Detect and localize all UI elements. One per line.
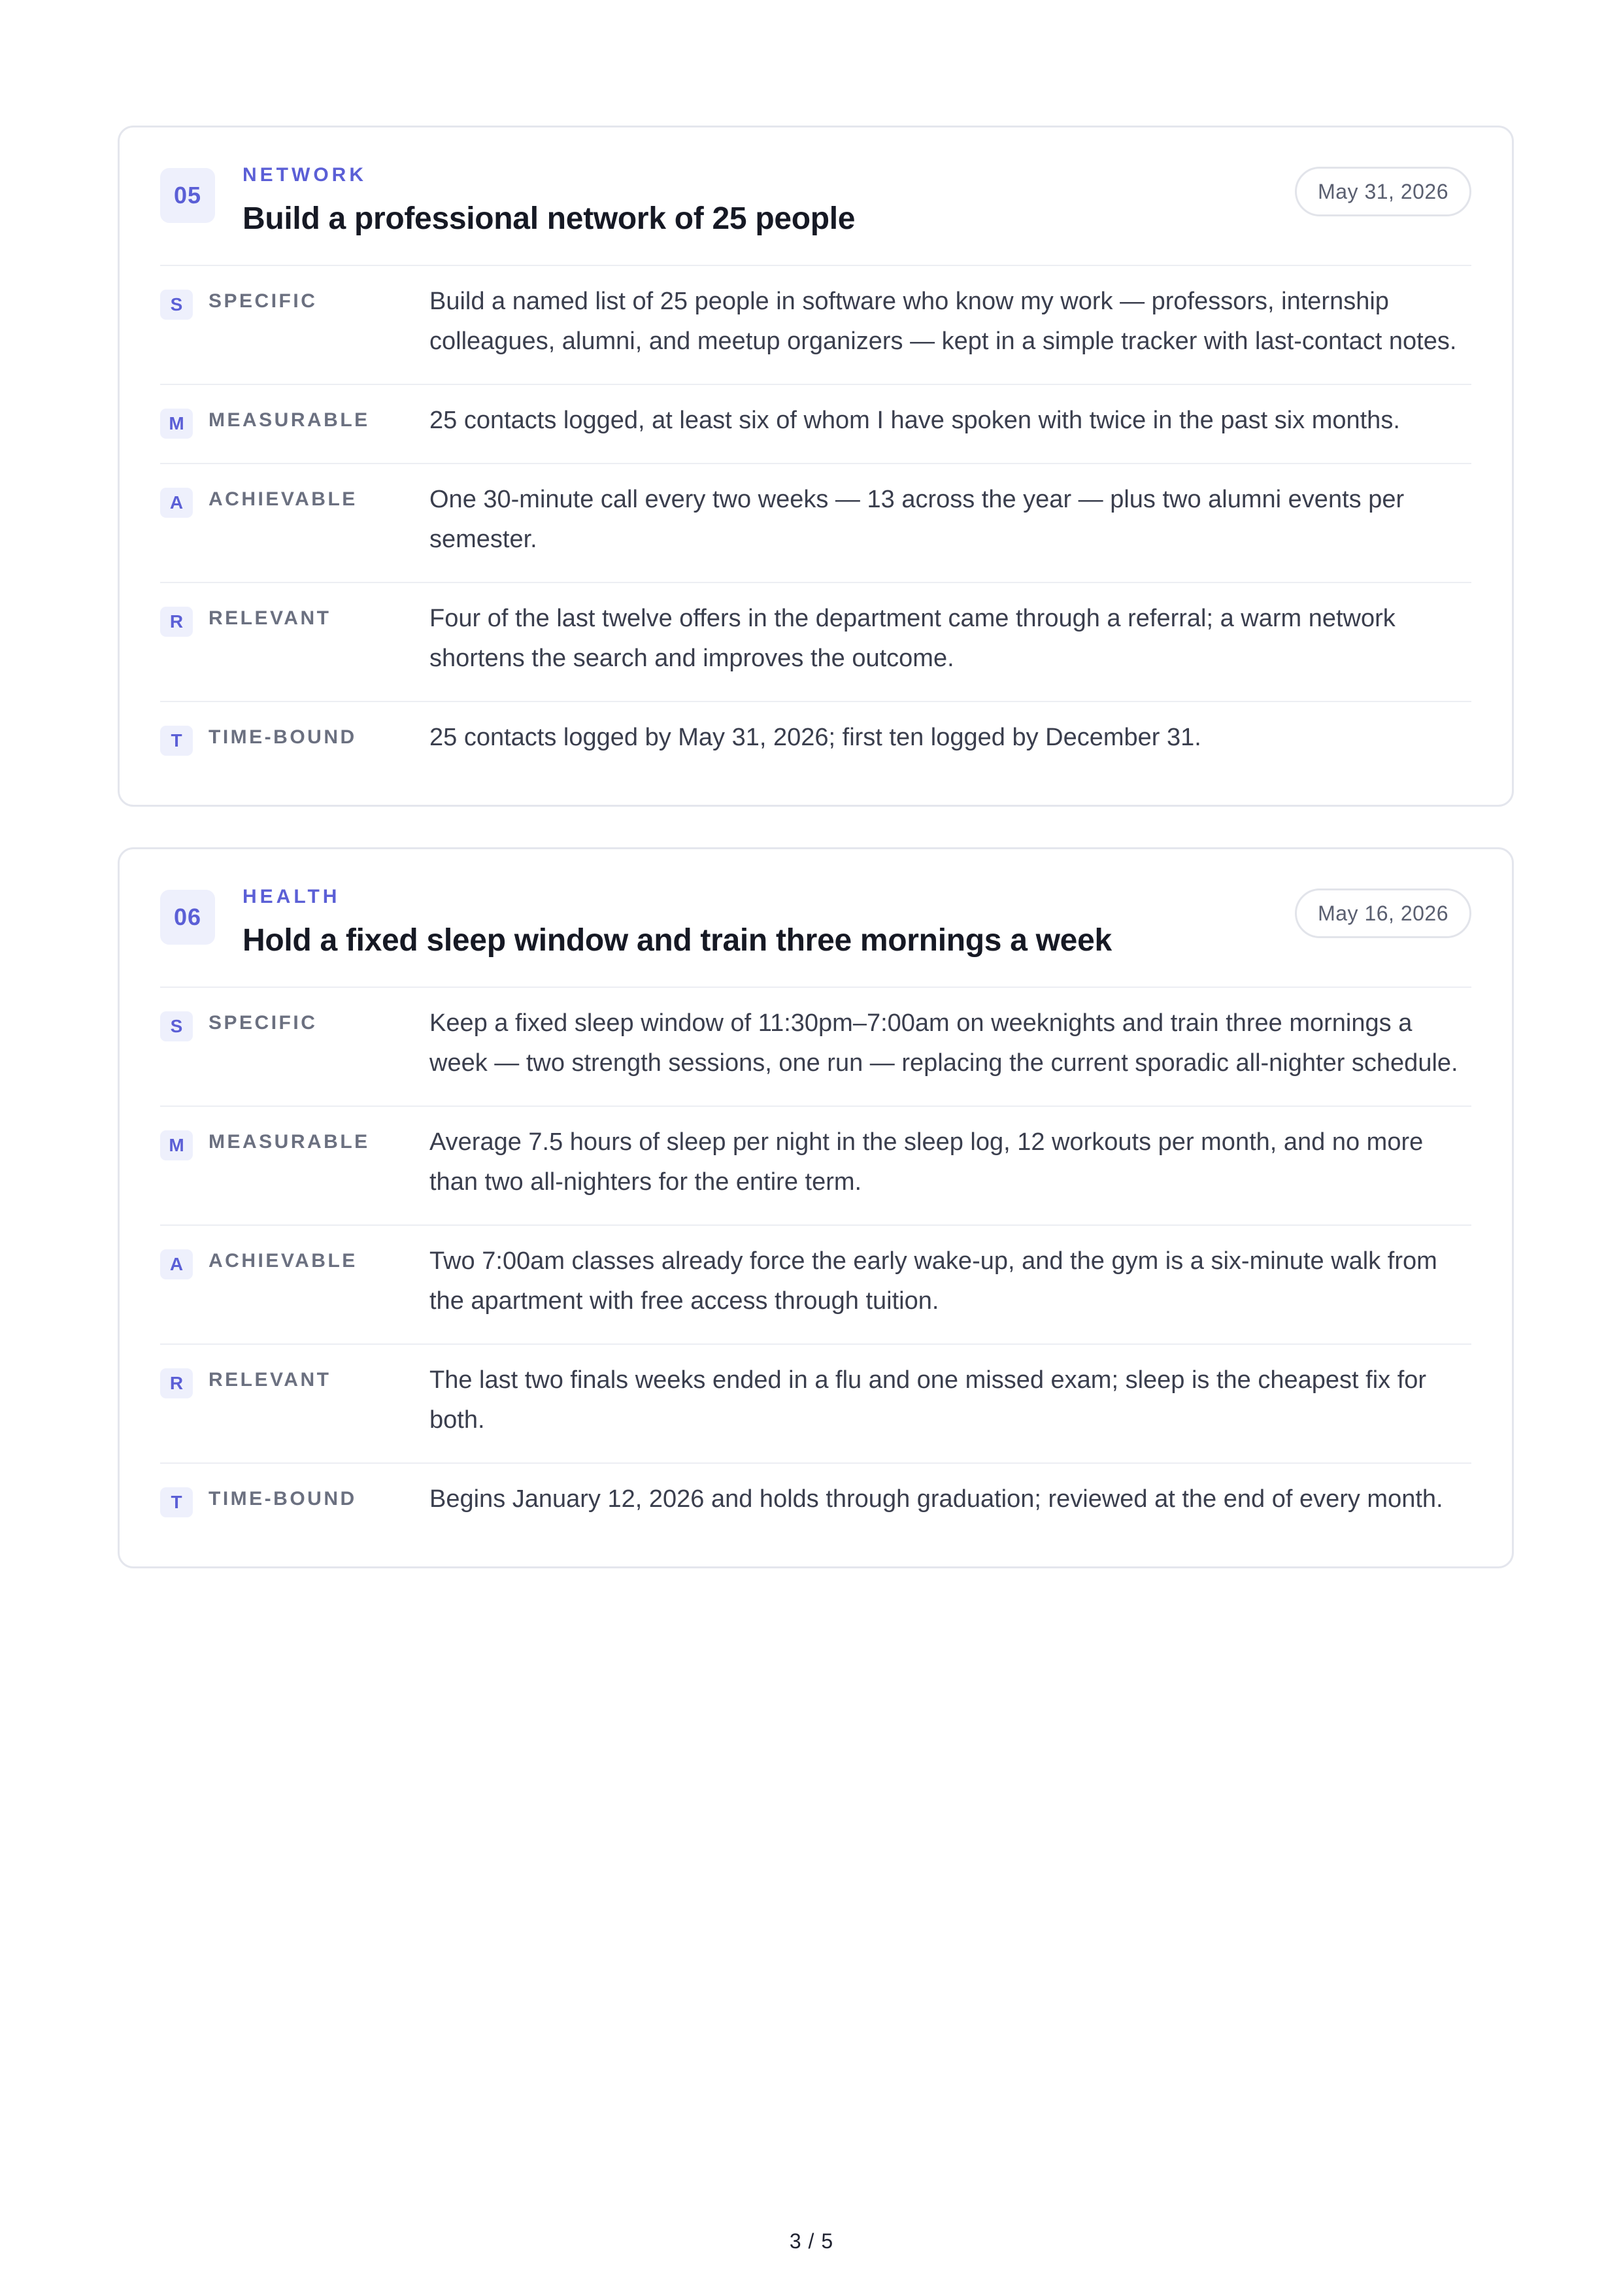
goal-date-pill: May 31, 2026 (1295, 167, 1471, 216)
smart-letter-badge: M (160, 1130, 193, 1160)
smart-row-text: Four of the last twelve offers in the department came through a referral; a warm network shortens the search and improves the outcome. (429, 605, 1396, 672)
page-indicator: 3 / 5 (789, 2229, 834, 2253)
smart-row-achievable (160, 1226, 1471, 1345)
smart-row-time-bound (160, 702, 1471, 780)
goal-number-badge: 05 (160, 168, 215, 223)
smart-row-text: Average 7.5 hours of sleep per night in the sleep log, 12 workouts per month, and no more than two all-nighters for the entire term. (429, 1128, 1424, 1196)
smart-row-text: One 30-minute call every two weeks — 13 across the year — plus two alumni events per semester. (429, 486, 1405, 553)
goal-category: NETWORK (243, 164, 367, 186)
smart-letter-badge: A (160, 488, 193, 518)
goal-heading (243, 888, 1471, 960)
goal-card-health (118, 847, 1514, 1568)
smart-row-time-bound (160, 1464, 1471, 1542)
goal-heading (243, 164, 1471, 239)
smart-row-text: The last two finals weeks ended in a flu and one missed exam; sleep is the cheapest fix for both. (429, 1366, 1427, 1434)
smart-row-label: RELEVANT (209, 1369, 331, 1391)
goals-page (118, 126, 1514, 1609)
smart-row-achievable (160, 464, 1471, 583)
smart-row-relevant (160, 583, 1471, 702)
goal-date-pill: May 16, 2026 (1295, 888, 1471, 938)
smart-letter-badge: S (160, 290, 193, 320)
smart-row-specific (160, 988, 1471, 1107)
goal-number-badge: 06 (160, 890, 215, 945)
goal-title: Hold a fixed sleep window and train three mornings a week (243, 923, 1112, 958)
smart-row-label: TIME-BOUND (209, 726, 357, 748)
goal-card-header (160, 164, 1471, 266)
smart-row-text: Begins January 12, 2026 and holds through graduation; reviewed at the end of every month. (429, 1485, 1443, 1513)
smart-letter-badge: A (160, 1249, 193, 1279)
goal-title: Build a professional network of 25 people (243, 201, 856, 236)
smart-row-label: TIME-BOUND (209, 1488, 357, 1510)
goal-card-header (160, 888, 1471, 988)
smart-letter-badge: R (160, 1368, 193, 1398)
smart-row-measurable (160, 1107, 1471, 1226)
smart-row-measurable (160, 385, 1471, 464)
smart-row-label: MEASURABLE (209, 1131, 370, 1153)
smart-letter-badge: T (160, 1487, 193, 1517)
smart-row-text: Keep a fixed sleep window of 11:30pm–7:00am on weeknights and train three mornings a week — two strength sessions, one run — replacing the current sporadic all-nighter schedule. (429, 1009, 1458, 1077)
smart-row-text: Build a named list of 25 people in software who know my work — professors, internship colleagues, alumni, and meetup organizers — kept in a simple tracker with last-contact notes. (429, 288, 1457, 355)
smart-letter-badge: T (160, 726, 193, 756)
smart-letter-badge: S (160, 1011, 193, 1041)
smart-row-label: RELEVANT (209, 607, 331, 629)
smart-row-label: ACHIEVABLE (209, 1250, 358, 1272)
smart-row-text: 25 contacts logged by May 31, 2026; first ten logged by December 31. (429, 724, 1201, 751)
smart-row-text: Two 7:00am classes already force the early wake-up, and the gym is a six-minute walk from the apartment with free access through tuition. (429, 1247, 1437, 1315)
smart-row-label: MEASURABLE (209, 409, 370, 431)
smart-row-label: SPECIFIC (209, 290, 318, 312)
smart-row-specific (160, 266, 1471, 385)
smart-row-text: 25 contacts logged, at least six of whom I have spoken with twice in the past six months. (429, 407, 1400, 434)
smart-row-relevant (160, 1345, 1471, 1464)
smart-row-label: ACHIEVABLE (209, 488, 358, 510)
smart-letter-badge: M (160, 409, 193, 439)
goal-card-network (118, 126, 1514, 807)
smart-letter-badge: R (160, 607, 193, 637)
smart-row-label: SPECIFIC (209, 1012, 318, 1034)
goal-category: HEALTH (243, 886, 341, 907)
